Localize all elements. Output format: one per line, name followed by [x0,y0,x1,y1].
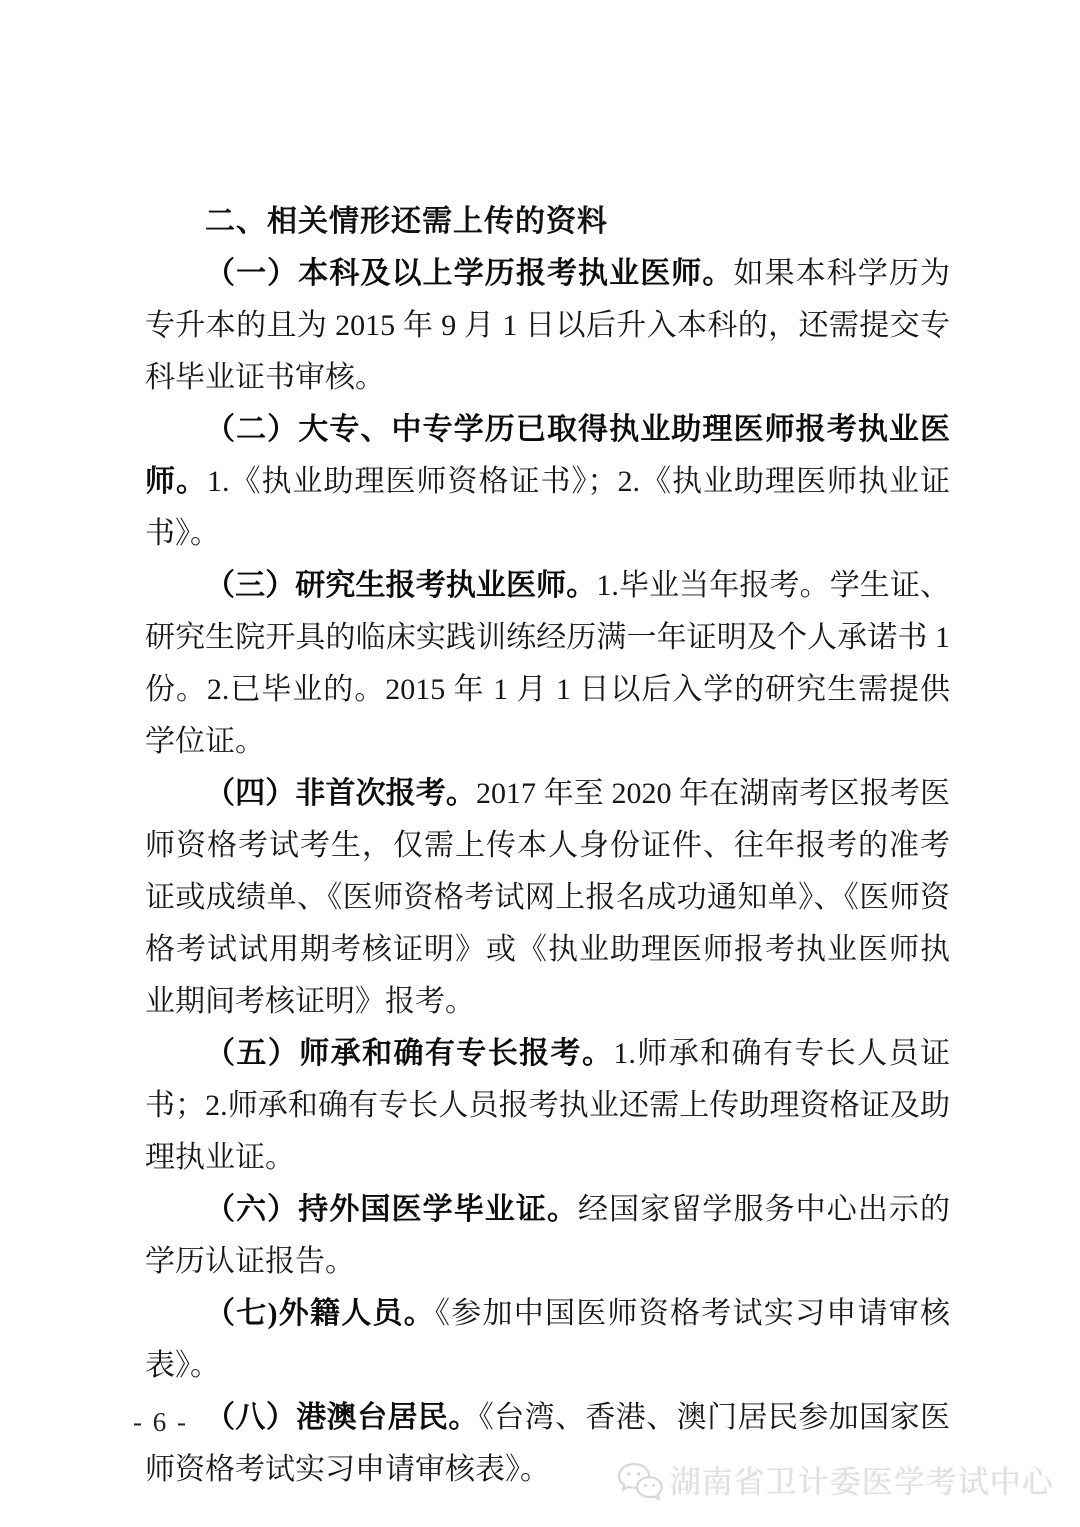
document-content [145,196,950,1496]
paragraph-item-5 [145,1028,950,1184]
paragraph-lead: （七)外籍人员。 [205,1297,435,1330]
paragraph-lead: （三）研究生报考执业医师。 [205,569,597,602]
paragraph-item-3 [145,560,950,768]
page-number: - 6 - [133,1407,188,1437]
wechat-icon [616,1461,664,1505]
paragraph-lead: （五）师承和确有专长报考。 [205,1037,614,1070]
watermark [616,1461,1054,1505]
paragraph-lead: （二）大专、中专学历已取得执业助理医师报考执业医师。 [145,413,950,498]
paragraph-item-7 [145,1288,950,1392]
paragraph-body: 经国家留学服务中心出示的学历认证报告。 [145,1193,951,1278]
paragraph-item-4 [145,768,950,1028]
paragraph-body: 2017 年至 2020 年在湖南考区报考医师资格考试考生，仅需上传本人身份证件、往年报考的准考证或成绩单、《医师资格考试网上报名成功通知单》、《医师资格考试试用期考核证明》或《执业助理医师报考执业医师执业期间考核证明》报考。 [145,777,951,1018]
paragraph-body: 如果本科学历为专升本的且为 2015 年 9 月 1 日以后升入本科的，还需提交专科毕业证书审核。 [145,257,951,394]
paragraph-item-1 [145,248,950,404]
paragraph-body: 1.《执业助理医师资格证书》；2.《执业助理医师执业证书》。 [145,465,950,550]
paragraph-body: 1.毕业当年报考。学生证、研究生院开具的临床实践训练经历满一年证明及个人承诺书 1 份。2.已毕业的。2015 年 1 月 1 日以后入学的研究生需提供学位证。 [145,569,951,758]
paragraph-body: 1.师承和确有专长人员证书；2.师承和确有专长人员报考执业还需上传助理资格证及助理执业证。 [145,1037,951,1174]
paragraph-lead: （八）港澳台居民。 [205,1401,479,1434]
paragraph-lead: （六）持外国医学毕业证。 [205,1193,579,1226]
paragraph-item-6 [145,1184,950,1288]
paragraph-lead: （一）本科及以上学历报考执业医师。 [205,257,734,290]
paragraph-body: 《台湾、香港、澳门居民参加国家医师资格考试实习申请审核表》。 [145,1401,950,1486]
paragraph-body: 《参加中国医师资格考试实习申请审核表》。 [145,1297,950,1382]
section-heading: 二、相关情形还需上传的资料 [205,205,608,238]
watermark-label: 湖南省卫计委医学考试中心 [670,1465,1054,1500]
paragraph-lead: （四）非首次报考。 [205,777,477,810]
paragraph-item-2 [145,404,950,560]
